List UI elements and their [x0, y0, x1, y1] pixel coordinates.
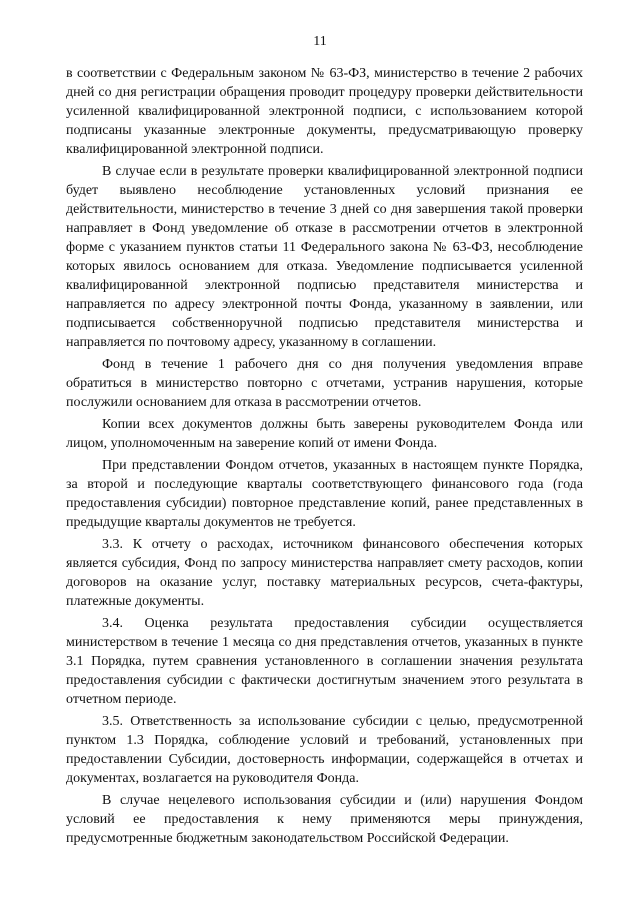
paragraph-repeat-copies: При представлении Фондом отчетов, указанных в настоящем пункте Порядка, за второй и последующие кварталы соответствующего финансового года (года предоставления субсидии) повторное представление копий, ранее представленных в предыдущие кварталы документов не требуется. [66, 458, 583, 530]
paragraph-copies-certification: Копии всех документов должны быть заверены руководителем Фонда или лицом, уполномоченным на заверение копий от имени Фонда. [66, 417, 583, 451]
paragraph-signature-check-failure: В случае если в результате проверки квалифицированной электронной подписи будет выявлено несоблюдение установленных условий признания ее действительности, министерство в течение 3 дней со дня завершения такой проверки направляет в Фонд уведомление об отказе в рассмотрении отчетов в электронной форме с указанием пунктов статьи 11 Федерального закона № 63-ФЗ, несоблюдение которых явилось основанием для отказа. Уведомление подписывается усиленной квалифицированной электронной подписью представителя министерства и направляется по адресу электронной почты Фонда, указанному в заявлении, или подписывается собственноручной подписью представителя министерства и направляется по почтовому адресу, указанному в соглашении. [66, 164, 583, 350]
page-number: 11 [313, 34, 327, 49]
paragraph-section-3-3: 3.3. К отчету о расходах, источником финансового обеспечения которых является субсидия, Фонд по запросу министерства направляет смету расходов, копии договоров на оказание услуг, поставку материальных ресурсов, счета-фактуры, платежные документы. [66, 537, 583, 609]
paragraph-resubmission: Фонд в течение 1 рабочего дня со дня получения уведомления вправе обратиться в министерство повторно с отчетами, устранив нарушения, которые послужили основанием для отказа в рассмотрении отчетов. [66, 357, 583, 410]
paragraph-misuse-measures: В случае нецелевого использования субсидии и (или) нарушения Фондом условий ее предоставления к нему применяются меры принуждения, предусмотренные бюджетным законодательством Российской Федерации. [66, 793, 583, 846]
paragraph-section-3-5: 3.5. Ответственность за использование субсидии с целью, предусмотренной пунктом 1.3 Порядка, соблюдение условий и требований, установленных при предоставлении Субсидии, достоверность информации, содержащейся в отчетах и документах, возлагается на руководителя Фонда. [66, 714, 583, 786]
paragraph-continuation: в соответствии с Федеральным законом № 63-ФЗ, министерство в течение 2 рабочих дней со дня регистрации обращения проводит процедуру проверки действительности усиленной квалифицированной электронной подписи, с использованием которой подписаны указанные электронные документы, предусматривающую проверку квалифицированной электронной подписи. [66, 66, 583, 157]
document-body [66, 64, 583, 851]
paragraph-section-3-4: 3.4. Оценка результата предоставления субсидии осуществляется министерством в течение 1 месяца со дня представления отчетов, указанных в пункте 3.1 Порядка, путем сравнения установленного в соглашении значения результата предоставления субсидии с фактически достигнутым значением этого результата в отчетном периоде. [66, 616, 583, 707]
